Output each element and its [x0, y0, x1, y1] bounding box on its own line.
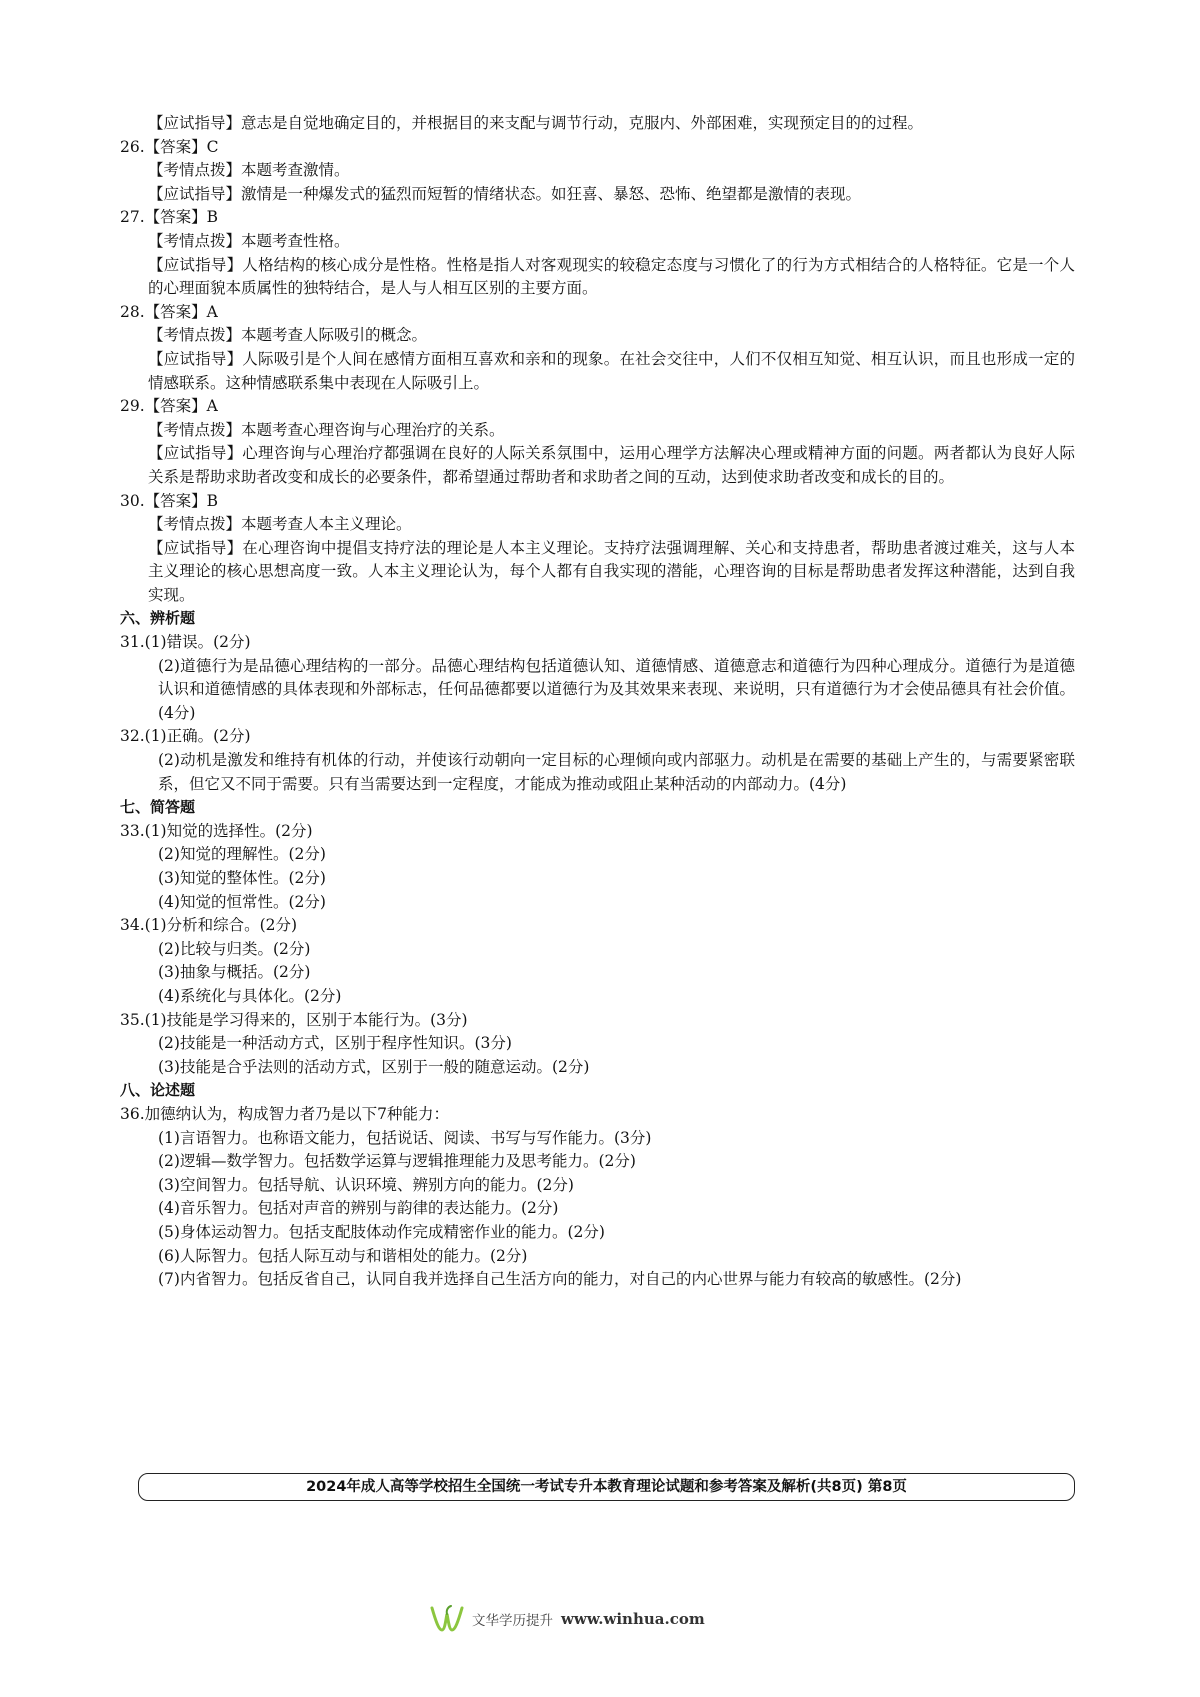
watermark-url: www.winhua.com: [561, 1610, 705, 1628]
section-heading: 八、论述题: [120, 1081, 196, 1100]
answer-line: 33.(1)知觉的选择性。(2分): [120, 821, 313, 840]
answer-line: 【考情点拨】本题考查人本主义理论。: [148, 515, 412, 534]
answer-line: 【应试指导】意志是自觉地确定目的，并根据目的来支配与调节行动，克服内、外部困难，实现预定目的的过程。: [148, 114, 924, 132]
answer-line: 【考情点拨】本题考查激情。: [148, 161, 350, 180]
footer-text: 2024年成人高等学校招生全国统一考试专升本教育理论试题和参考答案及解析(共8页) 第8页: [306, 1479, 907, 1495]
section-heading: 六、辨析题: [120, 609, 196, 628]
answer-line: (4)系统化与具体化。(2分): [158, 986, 342, 1005]
answer-line: (2)技能是一种活动方式，区别于程序性知识。(3分): [158, 1034, 512, 1053]
answer-line: (4)音乐智力。包括对声音的辨别与韵律的表达能力。(2分): [158, 1199, 559, 1218]
answer-line: (1)言语智力。也称语文能力，包括说话、阅读、书写与写作能力。(3分): [158, 1128, 652, 1147]
answer-line: (5)身体运动智力。包括支配肢体动作完成精密作业的能力。(2分): [158, 1222, 605, 1241]
answer-line: (2)逻辑—数学智力。包括数学运算与逻辑推理能力及思考能力。(2分): [158, 1152, 636, 1171]
watermark-brand: 文华学历提升: [472, 1613, 553, 1629]
answer-line: 30.【答案】B: [120, 491, 219, 510]
answer-line: 【应试指导】人格结构的核心成分是性格。性格是指人对客观现实的较稳定态度与习惯化了的行为方式相结合的人格特征。它是一个人的心理面貌本质属性的独特结合，是人与人相互区别的主要方面。: [148, 255, 1075, 298]
answer-line: (7)内省智力。包括反省自己，认同自我并选择自己生活方向的能力，对自己的内心世界与能力有较高的敏感性。(2分): [158, 1270, 962, 1289]
answer-line: 26.【答案】C: [120, 137, 219, 156]
answer-line: (4)知觉的恒常性。(2分): [158, 892, 326, 911]
answer-line: 【应试指导】心理咨询与心理治疗都强调在良好的人际关系氛围中，运用心理学方法解决心理或精神方面的问题。两者都认为良好人际关系是帮助求助者改变和成长的必要条件，都希望通过帮助者和求助者之间的互动，达到使求助者改变和成长的目的。: [148, 444, 1075, 486]
answer-line: (3)技能是合乎法则的活动方式，区别于一般的随意运动。(2分): [158, 1057, 590, 1076]
winhua-logo-icon: [430, 1604, 464, 1634]
answer-line: 31.(1)错误。(2分): [120, 633, 251, 652]
answer-line: (2)知觉的理解性。(2分): [158, 845, 326, 864]
answer-line: 【应试指导】人际吸引是个人间在感情方面相互喜欢和亲和的现象。在社会交往中，人们不仅相互知觉、相互认识，而且也形成一定的情感联系。这种情感联系集中表现在人际吸引上。: [148, 349, 1075, 392]
section-heading: 七、简答题: [120, 798, 196, 817]
answer-line: (2)比较与归类。(2分): [158, 939, 311, 958]
answer-line: 【应试指导】激情是一种爆发式的猛烈而短暂的情绪状态。如狂喜、暴怒、恐怖、绝望都是激情的表现。: [148, 184, 862, 203]
answer-line: 34.(1)分析和综合。(2分): [120, 916, 298, 935]
answer-line: 【考情点拨】本题考查心理咨询与心理治疗的关系。: [148, 420, 505, 439]
answer-line: 【考情点拨】本题考查人际吸引的概念。: [148, 326, 428, 345]
answer-line: 28.【答案】A: [120, 302, 218, 321]
answer-line: (3)空间智力。包括导航、认识环境、辨别方向的能力。(2分): [158, 1175, 574, 1194]
answer-line: (3)知觉的整体性。(2分): [158, 869, 326, 887]
answer-line: 【考情点拨】本题考查性格。: [148, 231, 350, 250]
answer-line: (6)人际智力。包括人际互动与和谐相处的能力。(2分): [158, 1246, 528, 1265]
answer-line: 36.加德纳认为，构成智力者乃是以下7种能力：: [120, 1104, 450, 1123]
watermark: [430, 1602, 790, 1636]
answer-line: 35.(1)技能是学习得来的，区别于本能行为。(3分): [120, 1010, 468, 1029]
answer-line: 【应试指导】在心理咨询中提倡支持疗法的理论是人本主义理论。支持疗法强调理解、关心和支持患者，帮助患者渡过难关，这与人本主义理论的核心思想高度一致。人本主义理论认为，每个人都有自我实现的潜能，心理咨询的目标是帮助患者发挥这种潜能，达到自我实现。: [148, 538, 1075, 604]
answer-line: 29.【答案】A: [120, 397, 218, 416]
answer-line: 32.(1)正确。(2分): [120, 727, 251, 746]
answer-line: 27.【答案】B: [120, 208, 219, 227]
answer-line: (2)动机是激发和维持有机体的行动，并使该行动朝向一定目标的心理倾向或内部驱力。动机是在需要的基础上产生的，与需要紧密联系，但它又不同于需要。只有当需要达到一定程度，才能成为推动或阻止某种活动的内部动力。(4分): [158, 751, 1075, 793]
answer-line: (3)抽象与概括。(2分): [158, 963, 311, 982]
answer-line: (2)道德行为是品德心理结构的一部分。品德心理结构包括道德认知、道德情感、道德意志和道德行为四种心理成分。道德行为是道德认识和道德情感的具体表现和外部标志，任何品德都要以道德行为及其效果来表现、来说明，只有道德行为才会使品德具有社会价值。(4分): [158, 656, 1075, 722]
answer-content: [120, 112, 1075, 1292]
page-footer: [138, 1473, 1075, 1501]
